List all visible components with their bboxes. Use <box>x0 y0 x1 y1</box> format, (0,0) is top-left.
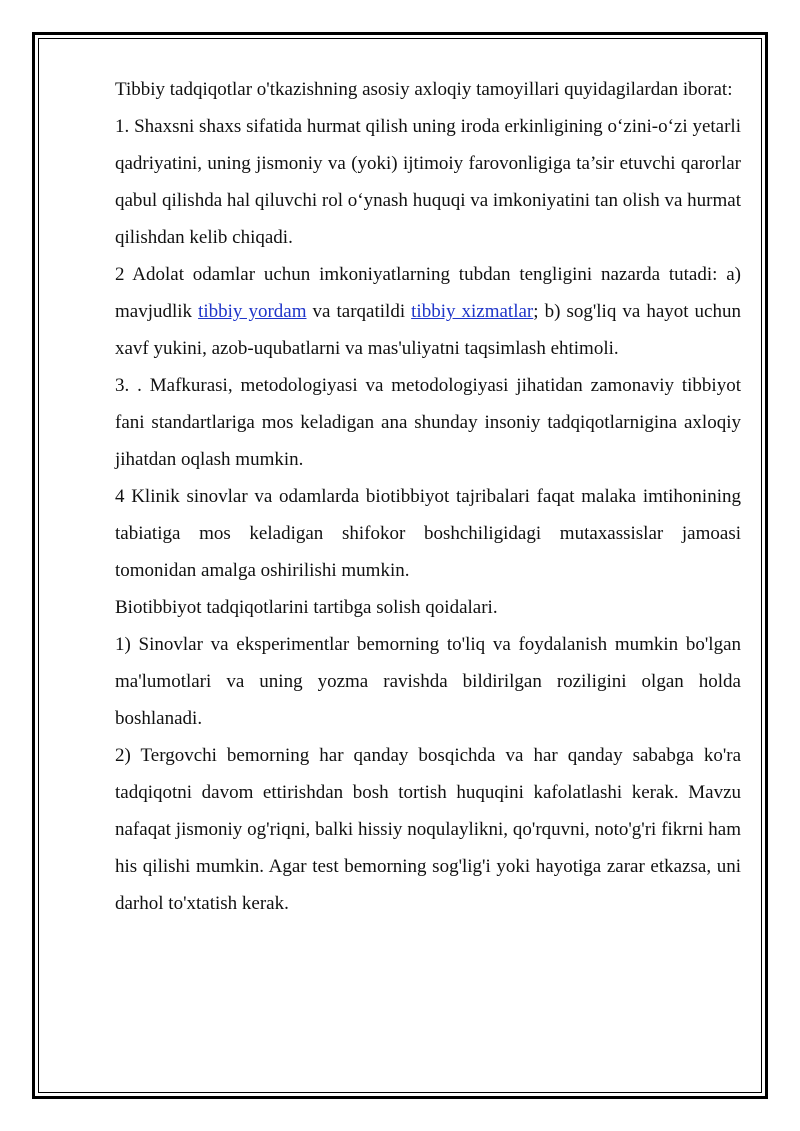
principle-3-paragraph: 3. . Mafkurasi, metodologiyasi va metodologiyasi jihatidan zamonaviy tibbiyot fani standartlariga mos keladigan ana shunday insoniy tadqiqotlarnigina axloqiy jihatdan oqlash mumkin. <box>115 375 741 470</box>
principle-2-text-b: va tarqatildi <box>306 301 412 322</box>
principle-2-paragraph <box>115 256 741 367</box>
principle-2-text-c: ; b) sog'liq va hayot uchun xavf yukini, azob-uqubatlarni va mas'uliyatni taqsimlash ehtimoli. <box>115 301 741 359</box>
rules-heading: Biotibbiyot tadqiqotlarini tartibga solish qoidalari. <box>115 597 498 618</box>
intro-paragraph: Tibbiy tadqiqotlar o'tkazishning asosiy axloqiy tamoyillari quyidagilardan iborat: <box>115 79 733 100</box>
principle-2-text-a: 2 Adolat odamlar uchun imkoniyatlarning tubdan tengligini nazarda tutadi: a) mavjudlik <box>115 264 741 322</box>
tibbiy-xizmatlar-link[interactable]: tibbiy xizmatlar <box>411 301 534 322</box>
rule-2-paragraph: 2) Tergovchi bemorning har qanday bosqichda va har qanday sababga ko'ra tadqiqotni davom ettirishdan bosh tortish huquqini kafolatlashi kerak. Mavzu nafaqat jismoniy og'riqni, balki hissiy noqulaylikni, qo'rquvni, noto'g'ri fikrni ham his qilishi mumkin. Agar test bemorning sog'lig'i yoki hayotiga zarar etkazsa, uni darhol to'xtatish kerak. <box>115 745 741 914</box>
rule-1-paragraph: 1) Sinovlar va eksperimentlar bemorning to'liq va foydalanish mumkin bo'lgan ma'lumotlari va uning yozma ravishda bildirilgan roziligini olgan holda boshlanadi. <box>115 634 741 729</box>
tibbiy-yordam-link[interactable]: tibbiy yordam <box>198 301 307 322</box>
principle-1-paragraph: 1. Shaxsni shaxs sifatida hurmat qilish uning iroda erkinligining o‘zini-o‘zi yetarli qadriyatini, uning jismoniy va (yoki) ijtimoiy farovonligiga ta’sir etuvchi qarorlar qabul qilishda hal qiluvchi rol o‘ynash huquqi va imkoniyatini tan olish va hurmat qilishdan kelib chiqadi. <box>115 116 741 248</box>
document-body <box>115 71 741 922</box>
principle-4-paragraph: 4 Klinik sinovlar va odamlarda biotibbiyot tajribalari faqat malaka imtihonining tabiatiga mos keladigan shifokor boshchiligidagi mutaxassislar jamoasi tomonidan amalga oshirilishi mumkin. <box>115 486 741 581</box>
